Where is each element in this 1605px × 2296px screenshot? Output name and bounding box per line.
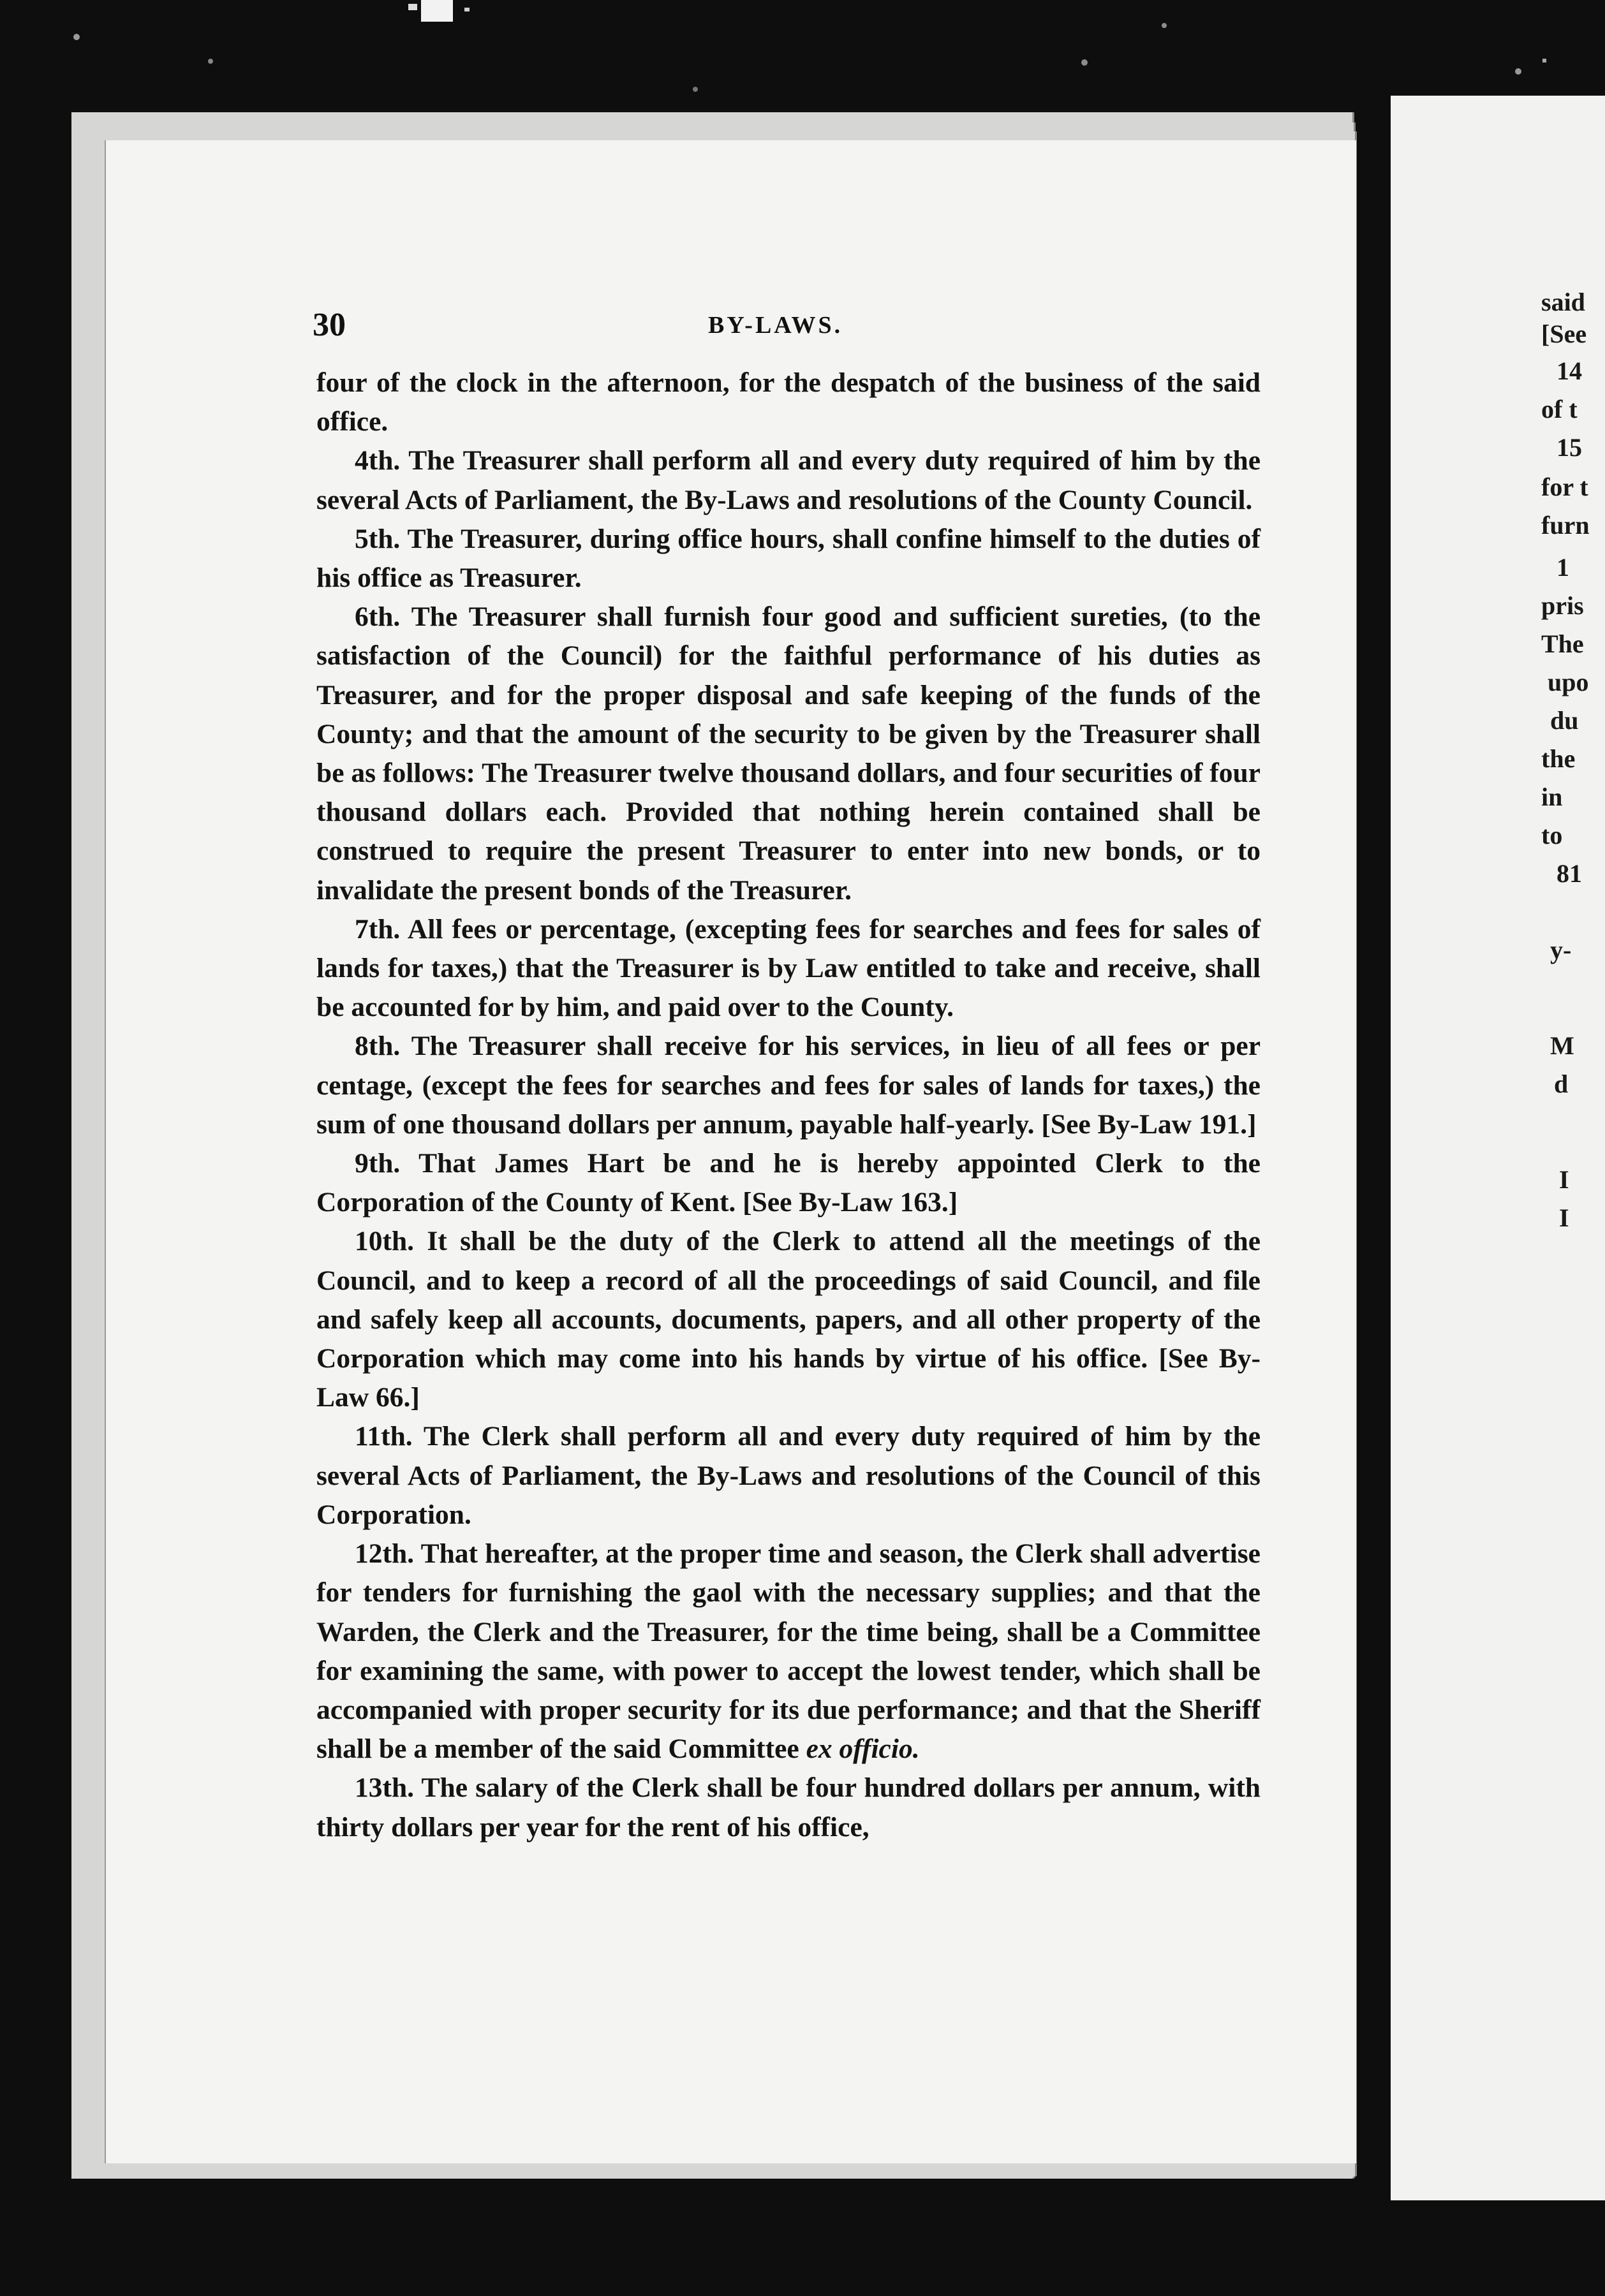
- facing-fragment: of t: [1541, 395, 1578, 423]
- facing-fragment: pris: [1541, 591, 1584, 620]
- facing-fragment: du: [1550, 706, 1579, 735]
- paragraph-12: [316, 1534, 1261, 1769]
- paragraph: 9th. That James Hart be and he is hereby appointed Clerk to the Corporation of the County of Kent. [See By-Law 163.]: [316, 1148, 1261, 1218]
- facing-fragment: the: [1541, 744, 1576, 773]
- facing-page: [1391, 96, 1605, 2200]
- facing-fragment: upo: [1548, 668, 1589, 696]
- facing-fragment: [See: [1541, 320, 1587, 348]
- paragraph: 7th. All fees or percentage, (excepting fees for searches and fees for sales of lands for taxes,) that the Treasurer is by Law entitled to take and receive, shall be accounted for by him, and paid over to the County.: [316, 913, 1261, 1023]
- facing-fragment: d: [1554, 1070, 1569, 1098]
- paragraph: 5th. The Treasurer, during office hours, shall confine himself to the duties of his office as Treasurer.: [316, 523, 1261, 594]
- facing-fragment: for t: [1541, 473, 1588, 501]
- facing-fragment: 15: [1557, 433, 1582, 462]
- facing-fragment: I: [1559, 1203, 1569, 1232]
- italic-phrase: ex officio.: [806, 1733, 920, 1765]
- facing-fragment: 1: [1557, 553, 1569, 582]
- paragraph-12-text: 12th. That hereafter, at the proper time and season, the Clerk shall advertise for tenders for furnishing the gaol with the necessary supplies; and that the Warden, the Clerk and the Treasurer, for the time being, shall be a Committee for examining the same, with power to accept the lowest tender, which shall be accompanied with proper security for its due performance; and that the Sheriff shall be a member of the said Committee: [316, 1538, 1261, 1765]
- facing-fragment: I: [1559, 1165, 1569, 1194]
- paragraph: 11th. The Clerk shall perform all and every duty required of him by the several Acts of Parliament, the By-Laws and resolutions of the Council of this Corporation.: [316, 1421, 1261, 1530]
- scan-specks: [0, 0, 1605, 115]
- facing-fragment: in: [1541, 783, 1563, 811]
- facing-fragment: to: [1541, 821, 1563, 850]
- page-header: [313, 306, 1282, 351]
- facing-fragment: furn: [1541, 511, 1590, 540]
- paragraph: 10th. It shall be the duty of the Clerk to attend all the meetings of the Council, and to keep a record of all the proceedings of said Council, and file and safely keep all accounts, documents, papers, and all other property of the Corporation which may come into his hands by virtue of his office. [See By-Law 66.]: [316, 1226, 1261, 1413]
- facing-fragment: M: [1550, 1031, 1574, 1060]
- paragraph: four of the clock in the afternoon, for the despatch of the business of the said office.: [316, 367, 1261, 438]
- paragraph: 13th. The salary of the Clerk shall be four hundred dollars per annum, with thirty dollars per year for the rent of his office,: [316, 1772, 1261, 1843]
- facing-fragment: The: [1541, 629, 1584, 658]
- paragraph: 8th. The Treasurer shall receive for his services, in lieu of all fees or per centage, (except the fees for searches and fees for sales of lands for taxes,) the sum of one thousand dollars per annum, payable half-yearly. [See By-Law 191.]: [316, 1031, 1261, 1140]
- facing-fragment: said: [1541, 288, 1585, 316]
- page-body: [316, 364, 1261, 1847]
- facing-fragment: 81: [1557, 859, 1582, 888]
- running-head: BY-LAWS.: [708, 312, 843, 339]
- paragraph: 4th. The Treasurer shall perform all and every duty required of him by the several Acts of Parliament, the By-Laws and resolutions of the County Council.: [316, 445, 1261, 515]
- facing-fragment: 14: [1557, 357, 1582, 385]
- facing-fragment: y-: [1550, 936, 1572, 964]
- page-number: 30: [313, 307, 346, 343]
- paragraph: 6th. The Treasurer shall furnish four good and sufficient sureties, (to the satisfaction of the Council) for the faithful performance of his duties as Treasurer, and for the proper disposal and safe keeping of the funds of the County; and that the amount of the security to be given by the Treasurer shall be as follows: The Treasurer twelve thousand dollars, and four securities of four thousand dollars each. Provided that nothing herein contained shall be construed to require the present Treasurer to enter into new bonds, or to invalidate the present bonds of the Treasurer.: [316, 601, 1261, 906]
